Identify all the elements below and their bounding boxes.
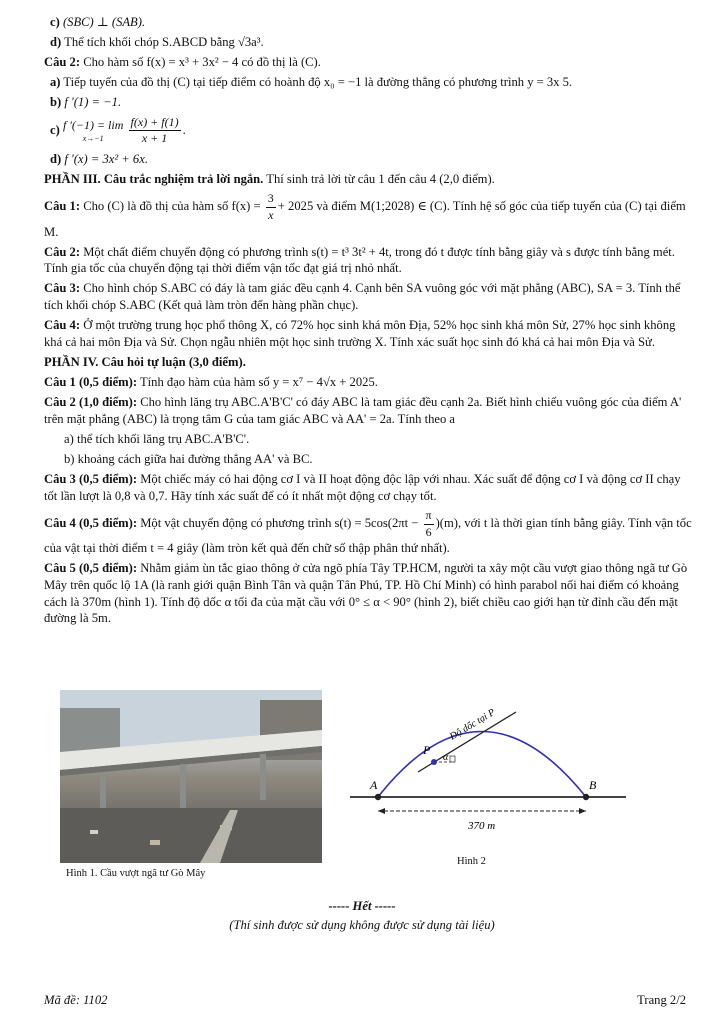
vehicle [90, 830, 98, 834]
part4-q2 [44, 394, 694, 427]
overpass-photo [60, 690, 322, 863]
q2-b [44, 94, 694, 111]
text: Cho hình chóp S.ABC có đáy là tam giác đều cạnh 4. Cạnh bên SA vuông góc với mặt phẳng (ABC), SA = 3. Tính thể tích khối chóp S.ABC (Kết quả làm tròn đến hàng phần chục). [44, 281, 681, 313]
q2-c: c) f '(−1) = lim x→−1 $\frac{f(x) + f(1)}{x + 1}$ . [50, 114, 186, 146]
part-4-heading [44, 354, 694, 371]
label: Câu 5 (0,5 điểm): [44, 561, 138, 576]
label: Câu 2: [44, 55, 81, 70]
text: f '(1) = −1. [64, 95, 122, 110]
title: PHẦN IV. Câu hỏi tự luận (3,0 điểm). [44, 354, 246, 369]
label: Câu 4: [44, 318, 81, 333]
parabola-diagram [340, 696, 640, 846]
point-p-label: P [423, 743, 431, 757]
label: b) [50, 95, 62, 110]
overpass-photo-drawing [60, 690, 322, 863]
point-a-label: A [370, 778, 378, 792]
label: Câu 2 (1,0 điểm): [44, 395, 138, 410]
alpha-label: α [443, 752, 449, 763]
label: d) [50, 151, 62, 166]
part3-q4 [44, 317, 694, 350]
label: Câu 3: [44, 281, 81, 296]
point-b-dot [583, 794, 589, 800]
numerator: 3 [266, 191, 276, 208]
label: c) [50, 15, 60, 29]
part4-q5 [44, 560, 694, 626]
part4-q3 [44, 471, 694, 504]
fraction [266, 191, 276, 224]
end-marker: ----- Hết ----- [328, 899, 396, 913]
part-3-heading [44, 171, 694, 188]
statement-c [44, 14, 694, 31]
distance-label: 370 m [468, 820, 496, 832]
part4-q2-a [44, 431, 694, 448]
figure-1-caption: Hình 1. Cầu vượt ngã tư Gò Mây [66, 868, 206, 879]
part3-q3 [44, 280, 694, 313]
text: (SBC) ⊥ (SAB). [62, 15, 146, 29]
text-pre: Cho (C) là đồ thị của hàm số f(x) = [80, 199, 261, 214]
numerator: f(x) + f(1) [129, 115, 181, 132]
statement-d [44, 34, 694, 51]
title: PHẦN III. Câu trắc nghiệm trả lời ngắn. [44, 171, 264, 186]
limit [63, 118, 123, 144]
numerator: π [424, 508, 434, 525]
figure-2-caption: Hình 2 [457, 856, 486, 867]
label: b) [64, 451, 75, 466]
figures [60, 690, 670, 890]
part4-q2-b [44, 451, 694, 468]
denominator: x [268, 207, 274, 222]
text: Cho hàm số f(x) = x³ + 3x² − 4 có đồ thị là (C). [83, 55, 321, 70]
text: f '(x) = 3x² + 6x. [64, 151, 148, 166]
label: a) [50, 75, 61, 90]
text: Nhằm giảm ùn tắc giao thông ở cửa ngõ phía Tây TP.HCM, người ta xây một cầu vượt giao thông ngã tư Gò Mây trên quốc lộ 1A (là ranh giới quận Bình Tân và quận Tân Phú, TP. Hồ Chí Minh) có hình parabol nối hai điểm có khoảng cách là 370m (hình 1). Tính độ dốc α tối đa của mặt cầu với 0° ≤ α < 90° (hình 2), biết chiều cao giới hạn từ đỉnh cầu đến mặt đường là 5m. [44, 561, 688, 626]
arrow-right [579, 808, 586, 814]
pillar [180, 764, 186, 808]
end-block [0, 898, 724, 933]
text: Thí sinh trả lời từ câu 1 đến câu 4 (2,0 điểm). [263, 171, 495, 186]
text: Ở một trường trung học phổ thông X, có 72% học sinh khá môn Địa, 52% học sinh khá môn Sử, 27% học sinh không khá cả hai môn Địa và Sử. Chọn ngẫu nhiên một học sinh trường X. Tính xác suất học sinh đó khá cả hai môn Địa và Sử. [44, 318, 676, 349]
point-b-label: B [589, 778, 597, 792]
page-number: Trang 2/2 [637, 993, 686, 1007]
text: Tính đạo hàm của hàm số y = x⁷ − 4√x + 2025. [137, 374, 378, 389]
label: d) [50, 35, 62, 50]
label: Câu 1 (0,5 điểm): [44, 374, 138, 389]
text: Tiếp tuyến của đồ thị (C) tại tiếp điểm có hoành độ x₀ = −1 là đường thẳng có phương trình y = 3x 5. [63, 75, 573, 90]
pillar [260, 754, 266, 800]
vehicle [150, 840, 160, 845]
text: Cho hình lăng trụ ABC.A'B'C' có đáy ABC là tam giác đều cạnh 2a. Biết hình chiếu vuông góc của điểm A' trên mặt phẳng (ABC) là trọng tâm G của tam giác ABC và AA' = 2a. Tính theo a [44, 395, 682, 426]
denominator: x + 1 [141, 131, 168, 146]
label: Câu 3 (0,5 điểm): [44, 472, 138, 486]
limit-sub: x→−1 [82, 133, 104, 143]
text: Một chiếc máy có hai động cơ I và II hoạt động độc lập với nhau. Xác suất để động cơ I và động cơ II chạy tốt lần lượt là 0,8 và 0,7. Hãy tính xác suất để có ít nhất một động cơ chạy tốt. [44, 472, 681, 503]
text: Một chất điểm chuyển động có phương trình s(t) = t³ 3t² + 4t, trong đó t được tính bằng giây và s được tính bằng mét. Tính gia tốc của chuyển động tại thời điểm vận tốc đạt giá trị nhỏ nhất. [44, 244, 675, 276]
text: thể tích khối lăng trụ ABC.A'B'C'. [76, 431, 250, 446]
point-a-dot [375, 794, 381, 800]
exam-page [44, 14, 694, 630]
end-note: (Thí sinh được sử dụng không được sử dụng tài liệu) [229, 917, 495, 932]
text-pre: Một vật chuyển động có phương trình s(t) = 5cos(2πt − [137, 515, 419, 530]
text-post: + 2025 và điểm M(1;2028) ∈ (C). Tính hệ số góc của tiếp tuyến của (C) tại điểm M. [44, 199, 686, 239]
part3-q1 [44, 191, 694, 240]
fraction [424, 508, 434, 541]
bridge-parabola [378, 732, 586, 798]
label: Câu 1: [44, 199, 81, 214]
right-angle-mark [450, 756, 455, 762]
label: Câu 2: [44, 244, 81, 259]
label: c) [50, 122, 60, 137]
q2-d [44, 151, 694, 168]
slope-label: Độ dốc tại P [447, 706, 498, 743]
q2-a [44, 74, 694, 91]
fraction [129, 115, 181, 148]
limit-pre: f '(−1) = lim [62, 117, 124, 132]
part3-q2 [44, 244, 694, 277]
text-post: )(m), với t là thời gian tính bằng giây. Tính vận tốc của vật tại thời điểm t = 4 giây (làm tròn kết quả đến chữ số thập phân thứ nhất). [44, 515, 692, 556]
label: a) [64, 431, 74, 446]
arrow-left [378, 808, 385, 814]
part4-q4 [44, 508, 694, 557]
denominator: 6 [425, 524, 432, 539]
road [60, 808, 322, 863]
text: khoảng cách giữa hai đường thẳng AA' và BC. [77, 451, 313, 466]
part4-q1 [44, 374, 694, 391]
point-p-dot [431, 759, 437, 765]
label: Câu 4 (0,5 điểm): [44, 515, 138, 530]
exam-code: Mã đề: 1102 [44, 993, 108, 1007]
text: Thể tích khối chóp S.ABCD bằng √3a³. [64, 35, 264, 50]
question-2 [44, 54, 694, 71]
